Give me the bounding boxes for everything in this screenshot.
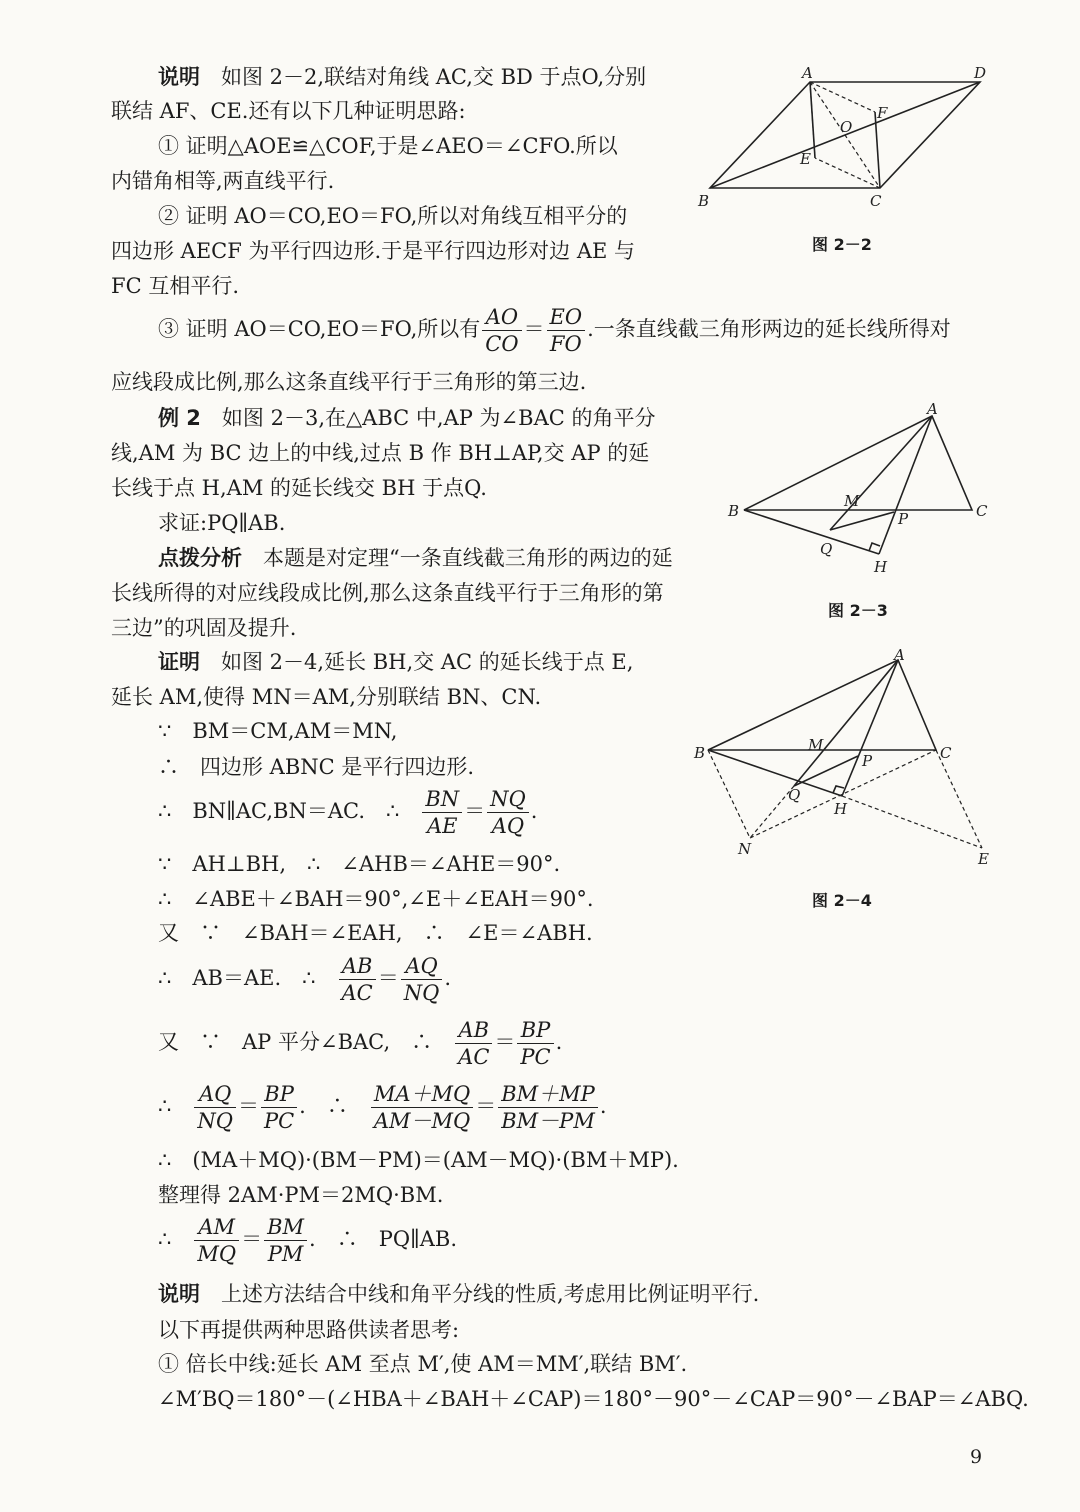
text-line <box>158 1214 457 1267</box>
label-P: P <box>862 752 873 770</box>
text-line <box>111 96 466 126</box>
bold-label: 点拨分析 <box>158 546 242 570</box>
text-span: ∠M′BQ＝180°－(∠HBA＋∠BAH＋∠CAP)＝180°－90°－∠CAP＝90°－∠BAP＝∠ABQ. <box>158 1387 1029 1411</box>
text-line <box>158 62 646 92</box>
figure-2-3-caption: 图 2－3 <box>828 601 888 620</box>
figure-2-2-caption: 图 2－2 <box>812 235 872 254</box>
fraction-numerator: BP <box>261 1081 297 1108</box>
text-span: 长线所得的对应线段成比例,那么这条直线平行于三角形的第 <box>111 581 664 605</box>
bold-label: 说明 <box>158 1282 200 1306</box>
text-span: 线,AM 为 BC 边上的中线,过点 B 作 BH⊥AP,交 AP 的延 <box>111 441 650 465</box>
text-span: 内错角相等,两直线平行. <box>111 169 335 193</box>
text-line <box>158 1279 759 1309</box>
text-line <box>111 236 635 266</box>
text-line <box>158 1081 607 1134</box>
fraction-numerator: NQ <box>487 786 529 813</box>
text-line <box>158 1349 687 1379</box>
bold-label: 例 2 <box>158 406 201 430</box>
fraction <box>194 1081 236 1134</box>
text-span: ＝ <box>241 1227 263 1251</box>
fraction <box>264 1214 307 1267</box>
label-H: H <box>834 800 848 818</box>
fraction-numerator: BN <box>422 786 462 813</box>
text-span: ＝ <box>237 1094 259 1118</box>
text-line <box>158 131 618 161</box>
label-Q: Q <box>788 786 801 804</box>
fraction <box>339 953 376 1006</box>
bold-label: 说明 <box>158 65 200 89</box>
text-span: ＝ <box>523 317 545 341</box>
figure-2-3 <box>722 402 1002 582</box>
text-line <box>158 884 594 914</box>
label-N: N <box>738 840 752 858</box>
label-B: B <box>698 192 710 210</box>
label-E: E <box>800 150 811 168</box>
text-span: . <box>599 1094 607 1118</box>
text-span: 如图 2－3,在△ABC 中,AP 为∠BAC 的角平分 <box>200 406 656 430</box>
text-span: . <box>444 966 452 990</box>
label-A: A <box>894 646 905 664</box>
fraction-numerator: AM <box>194 1214 239 1241</box>
text-span: 又 ∵ AP 平分∠BAC, ∴ <box>158 1030 454 1054</box>
text-span: ＝ <box>377 966 399 990</box>
text-span: ∴ BN∥AC,BN＝AC. ∴ <box>158 799 421 823</box>
fraction-denominator: CO <box>485 332 519 356</box>
label-M: M <box>844 492 860 510</box>
text-span: 整理得 2AM·PM＝2MQ·BM. <box>158 1183 444 1207</box>
text-span: ∴ <box>158 1094 193 1118</box>
fraction <box>517 1017 553 1070</box>
text-span: 联结 AF、CE.还有以下几种证明思路: <box>111 99 466 123</box>
figure-2-4 <box>690 646 1000 876</box>
text-span: ＝ <box>464 799 486 823</box>
text-line <box>158 543 673 573</box>
text-span: ∵ BM＝CM,AM＝MN, <box>158 719 398 743</box>
fraction <box>482 304 521 357</box>
text-span: 如图 2－2,联结对角线 AC,交 BD 于点O,分别 <box>200 65 647 89</box>
text-line <box>111 271 239 301</box>
fraction-numerator: AB <box>455 1017 492 1044</box>
fraction-numerator: MA＋MQ <box>371 1081 473 1108</box>
fraction-denominator: NQ <box>197 1109 233 1133</box>
bold-label: 证明 <box>158 650 200 674</box>
text-line <box>111 473 487 503</box>
text-span: ＝ <box>475 1094 497 1118</box>
label-C: C <box>976 502 988 520</box>
text-span: 三边”的巩固及提升. <box>111 616 297 640</box>
text-span: 应线段成比例,那么这条直线平行于三角形的第三边. <box>111 370 587 394</box>
fraction-denominator: NQ <box>403 981 440 1005</box>
text-line <box>158 403 655 433</box>
fraction <box>194 1214 239 1267</box>
text-line <box>158 786 537 839</box>
fraction <box>455 1017 492 1070</box>
fraction-denominator: AM－MQ <box>373 1109 471 1133</box>
fraction-numerator: BM＋MP <box>498 1081 598 1108</box>
text-span: ② 证明 AO＝CO,EO＝FO,所以对角线互相平分的 <box>158 204 628 228</box>
text-line <box>111 367 586 397</box>
figure-2-4-caption: 图 2－4 <box>812 891 872 910</box>
fraction-denominator: AQ <box>491 814 525 838</box>
text-span: .一条直线截三角形两边的延长线所得对 <box>587 317 951 341</box>
fraction-denominator: PC <box>520 1045 551 1069</box>
text-line <box>111 438 649 468</box>
fraction <box>401 953 443 1006</box>
text-span: ∴ (MA＋MQ)·(BM－PM)＝(AM－MQ)·(BM＋MP). <box>158 1148 679 1172</box>
label-B: B <box>694 744 706 762</box>
text-span: 又 ∵ ∠BAH＝∠EAH, ∴ ∠E＝∠ABH. <box>158 921 593 945</box>
fraction <box>371 1081 473 1134</box>
label-O: O <box>840 118 853 136</box>
text-span: ③ 证明 AO＝CO,EO＝FO,所以有 <box>158 317 481 341</box>
label-Q: Q <box>820 540 833 558</box>
text-span: 四边形 AECF 为平行四边形.于是平行四边形对边 AE 与 <box>111 239 636 263</box>
fraction <box>547 304 586 357</box>
text-span: ∴ ∠ABE＋∠BAH＝90°,∠E＋∠EAH＝90°. <box>158 887 594 911</box>
text-span: 以下再提供两种思路供读者思考: <box>158 1318 460 1342</box>
label-B: B <box>728 502 740 520</box>
text-line <box>158 1315 459 1345</box>
text-line <box>111 682 541 712</box>
text-span: ∴ AB＝AE. ∴ <box>158 966 337 990</box>
text-span: ① 证明△AOE≌△COF,于是∠AEO＝∠CFO.所以 <box>158 134 618 158</box>
fraction-numerator: AQ <box>401 953 443 980</box>
fraction <box>498 1081 598 1134</box>
fraction-denominator: FO <box>549 332 582 356</box>
label-H: H <box>874 558 888 576</box>
text-span: ∴ 四边形 ABNC 是平行四边形. <box>158 755 475 779</box>
fraction-numerator: EO <box>547 304 586 331</box>
text-line <box>158 1017 562 1070</box>
text-span: 求证:PQ∥AB. <box>158 511 286 535</box>
text-span: 长线于点 H,AM 的延长线交 BH 于点Q. <box>111 476 487 500</box>
label-C: C <box>940 744 952 762</box>
text-span: . ∴ PQ∥AB. <box>309 1227 458 1251</box>
text-line <box>158 1145 679 1175</box>
label-E: E <box>978 850 989 868</box>
fraction-denominator: PC <box>263 1109 295 1133</box>
text-span: 延长 AM,使得 MN＝AM,分别联结 BN、CN. <box>111 685 542 709</box>
text-line <box>111 578 664 608</box>
label-A: A <box>927 402 938 418</box>
fraction-denominator: AC <box>458 1045 490 1069</box>
fraction <box>487 786 529 839</box>
fraction <box>261 1081 297 1134</box>
fraction-numerator: AO <box>482 304 521 331</box>
text-span: ∵ AH⊥BH, ∴ ∠AHB＝∠AHE＝90°. <box>158 852 561 876</box>
fraction <box>422 786 462 839</box>
fraction-denominator: AC <box>341 981 373 1005</box>
text-line <box>158 304 951 357</box>
text-line <box>158 849 560 879</box>
fraction-denominator: AE <box>427 814 458 838</box>
text-line <box>158 1384 1029 1414</box>
fraction-numerator: BP <box>517 1017 553 1044</box>
fraction-numerator: AQ <box>194 1081 236 1108</box>
label-F: F <box>877 104 888 122</box>
label-C: C <box>870 192 882 210</box>
fraction-numerator: AB <box>339 953 376 980</box>
text-span: ＝ <box>494 1030 516 1054</box>
text-span: . <box>530 799 538 823</box>
text-line <box>111 613 296 643</box>
fraction-numerator: BM <box>264 1214 307 1241</box>
label-M: M <box>808 736 824 754</box>
label-D: D <box>974 64 987 82</box>
fraction-denominator: PM <box>267 1242 304 1266</box>
text-span: 如图 2－4,延长 BH,交 AC 的延长线于点 E, <box>200 650 634 674</box>
text-span: FC 互相平行. <box>111 274 239 298</box>
fraction-denominator: MQ <box>197 1242 237 1266</box>
text-line <box>158 647 633 677</box>
text-line <box>158 716 397 746</box>
text-span: . ∴ <box>299 1094 369 1118</box>
text-line <box>158 201 627 231</box>
label-A: A <box>802 64 813 82</box>
text-span: 本题是对定理“一条直线截三角形的两边的延 <box>242 546 673 570</box>
text-line <box>158 1180 443 1210</box>
text-line <box>158 918 593 948</box>
figure-2-2 <box>690 60 1000 220</box>
page-number: 9 <box>970 1446 983 1468</box>
text-span: . <box>555 1030 563 1054</box>
text-line <box>158 953 451 1006</box>
text-span: ① 倍长中线:延长 AM 至点 M′,使 AM＝MM′,联结 BM′. <box>158 1352 688 1376</box>
text-line <box>158 508 285 538</box>
text-line <box>111 166 334 196</box>
text-span: ∴ <box>158 1227 193 1251</box>
text-line <box>158 752 474 782</box>
fraction-denominator: BM－PM <box>501 1109 595 1133</box>
text-span: 上述方法结合中线和角平分线的性质,考虑用比例证明平行. <box>200 1282 760 1306</box>
label-P: P <box>898 510 909 528</box>
